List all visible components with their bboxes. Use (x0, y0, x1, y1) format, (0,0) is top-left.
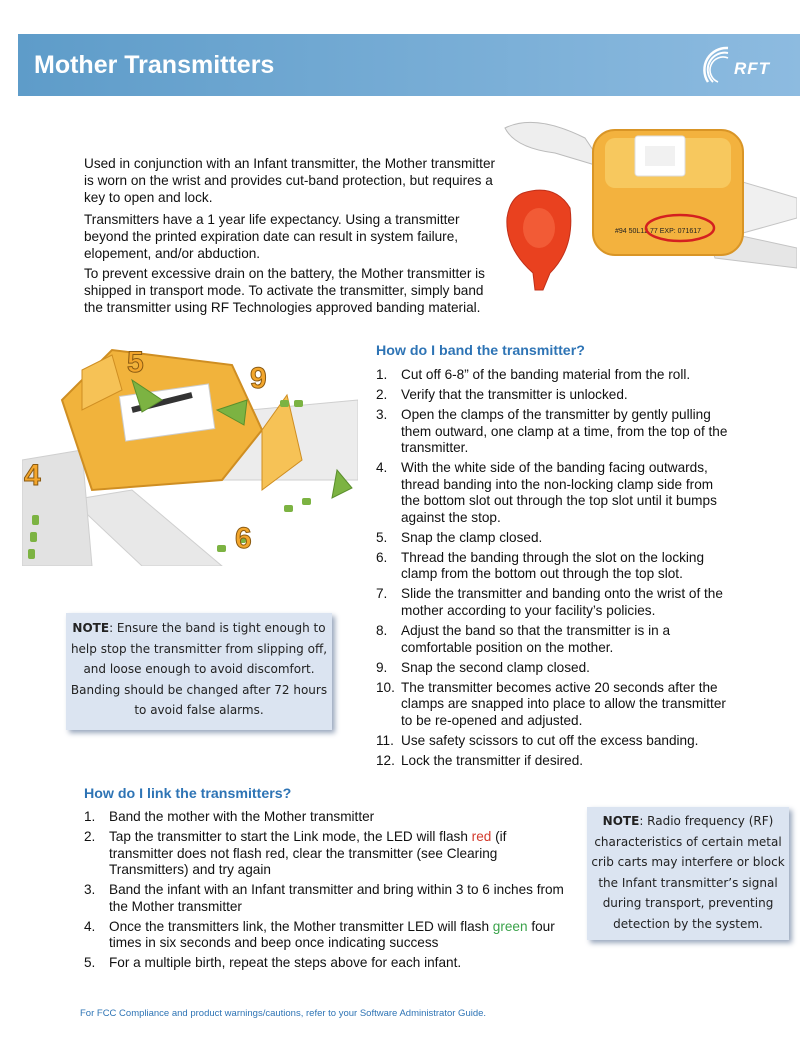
band-section-heading: How do I band the transmitter? (376, 343, 585, 359)
note-banding-box (66, 613, 332, 730)
page-title: Mother Transmitters (34, 51, 275, 79)
diagram-number-4: 4 (24, 459, 41, 492)
band-steps-list (376, 367, 732, 773)
list-item: 9. Snap the second clamp closed. (376, 659, 590, 675)
list-item: 5. Snap the clamp closed. (376, 529, 543, 545)
list-item: 8. Adjust the band so that the transmitter is in a comfortable position on the mother. (376, 623, 671, 655)
note-text: : Ensure the band is tight enough to help stop the transmitter from slipping off, and loose enough to avoid discomfort. Banding should be changed after 72 hours to avoid false alarms. (70, 621, 328, 717)
note-rf-box (587, 807, 789, 940)
red-text: red (471, 828, 492, 844)
list-item: 3. Open the clamps of the transmitter by gently pulling them outward, one clamp at a time, from the top of the transmitter. (376, 406, 728, 456)
list-item: 4. With the white side of the banding facing outwards, thread banding into the non-locking clamp side from the bottom slot out through the top slot until it bumps against the stop. (376, 460, 717, 525)
list-item: 6. Thread the banding through the slot on the locking clamp from the bottom out through the top slot. (376, 549, 705, 582)
device-label-text: #94 50L12.77 EXP: 071617 (615, 228, 702, 235)
list-item: 4. Once the transmitters link, the Mother transmitter LED will flash green four times in six seconds and beep once indicating success (84, 918, 555, 951)
list-item: 1. Band the mother with the Mother transmitter (84, 809, 375, 824)
green-text: green (492, 918, 528, 934)
list-item: 5. For a multiple birth, repeat the steps above for each infant. (84, 955, 462, 971)
mother-transmitter-photo (495, 108, 797, 293)
logo-text: RFT (733, 59, 770, 78)
list-item: 11. Use safety scissors to cut off the excess banding. (376, 732, 699, 748)
list-item: 10. The transmitter becomes active 20 seconds after the clamps are snapped into place to allow the transmitter to be re-opened and adjusted. (376, 679, 726, 728)
header-banner (18, 34, 800, 96)
note-label: NOTE (602, 814, 640, 828)
intro-paragraph-2: Transmitters have a 1 year life expectancy. Using a transmitter beyond the printed expiration date can result in system failure, elopement, and/or abduction. (84, 212, 460, 261)
diagram-number-9: 9 (250, 362, 267, 395)
list-item: 2. Verify that the transmitter is unlocked. (376, 386, 628, 402)
intro-paragraph-1: Used in conjunction with an Infant transmitter, the Mother transmitter is worn on the wrist and provides cut-band protection, but requires a key to open and lock. (84, 156, 496, 205)
banding-diagram-photo (22, 340, 358, 566)
list-item: 1. Cut off 6-8” of the banding material from the roll. (376, 367, 691, 382)
list-item: 7. Slide the transmitter and banding onto the wrist of the mother according to your facility’s policies. (376, 586, 723, 619)
intro-paragraph-3: To prevent excessive drain on the battery, the Mother transmitter is shipped in transport mode. To activate the transmitter, simply band the transmitter using RF Technologies approved banding material. (84, 266, 485, 315)
note-label: NOTE (72, 621, 110, 635)
footer-text: For FCC Compliance and product warnings/cautions, refer to your Software Administrator Guide. (80, 1008, 487, 1019)
list-item: 3. Band the infant with an Infant transmitter and bring within 3 to 6 inches from the Mother transmitter (84, 882, 564, 914)
diagram-number-5: 5 (127, 346, 144, 379)
link-steps-list (84, 809, 574, 975)
link-section-heading: How do I link the transmitters? (84, 786, 292, 802)
list-item: 2. Tap the transmitter to start the Link mode, the LED will flash red (if transmitter does not flash red, clear the transmitter (see Clearing Transmitters) and try again (84, 828, 507, 878)
note-text: : Radio frequency (RF) characteristics of certain metal crib carts may interfere or block the Infant transmitter’s signal during transport, preventing detection by the system. (591, 814, 785, 931)
diagram-number-6: 6 (235, 522, 252, 555)
list-item: 12. Lock the transmitter if desired. (376, 752, 584, 768)
